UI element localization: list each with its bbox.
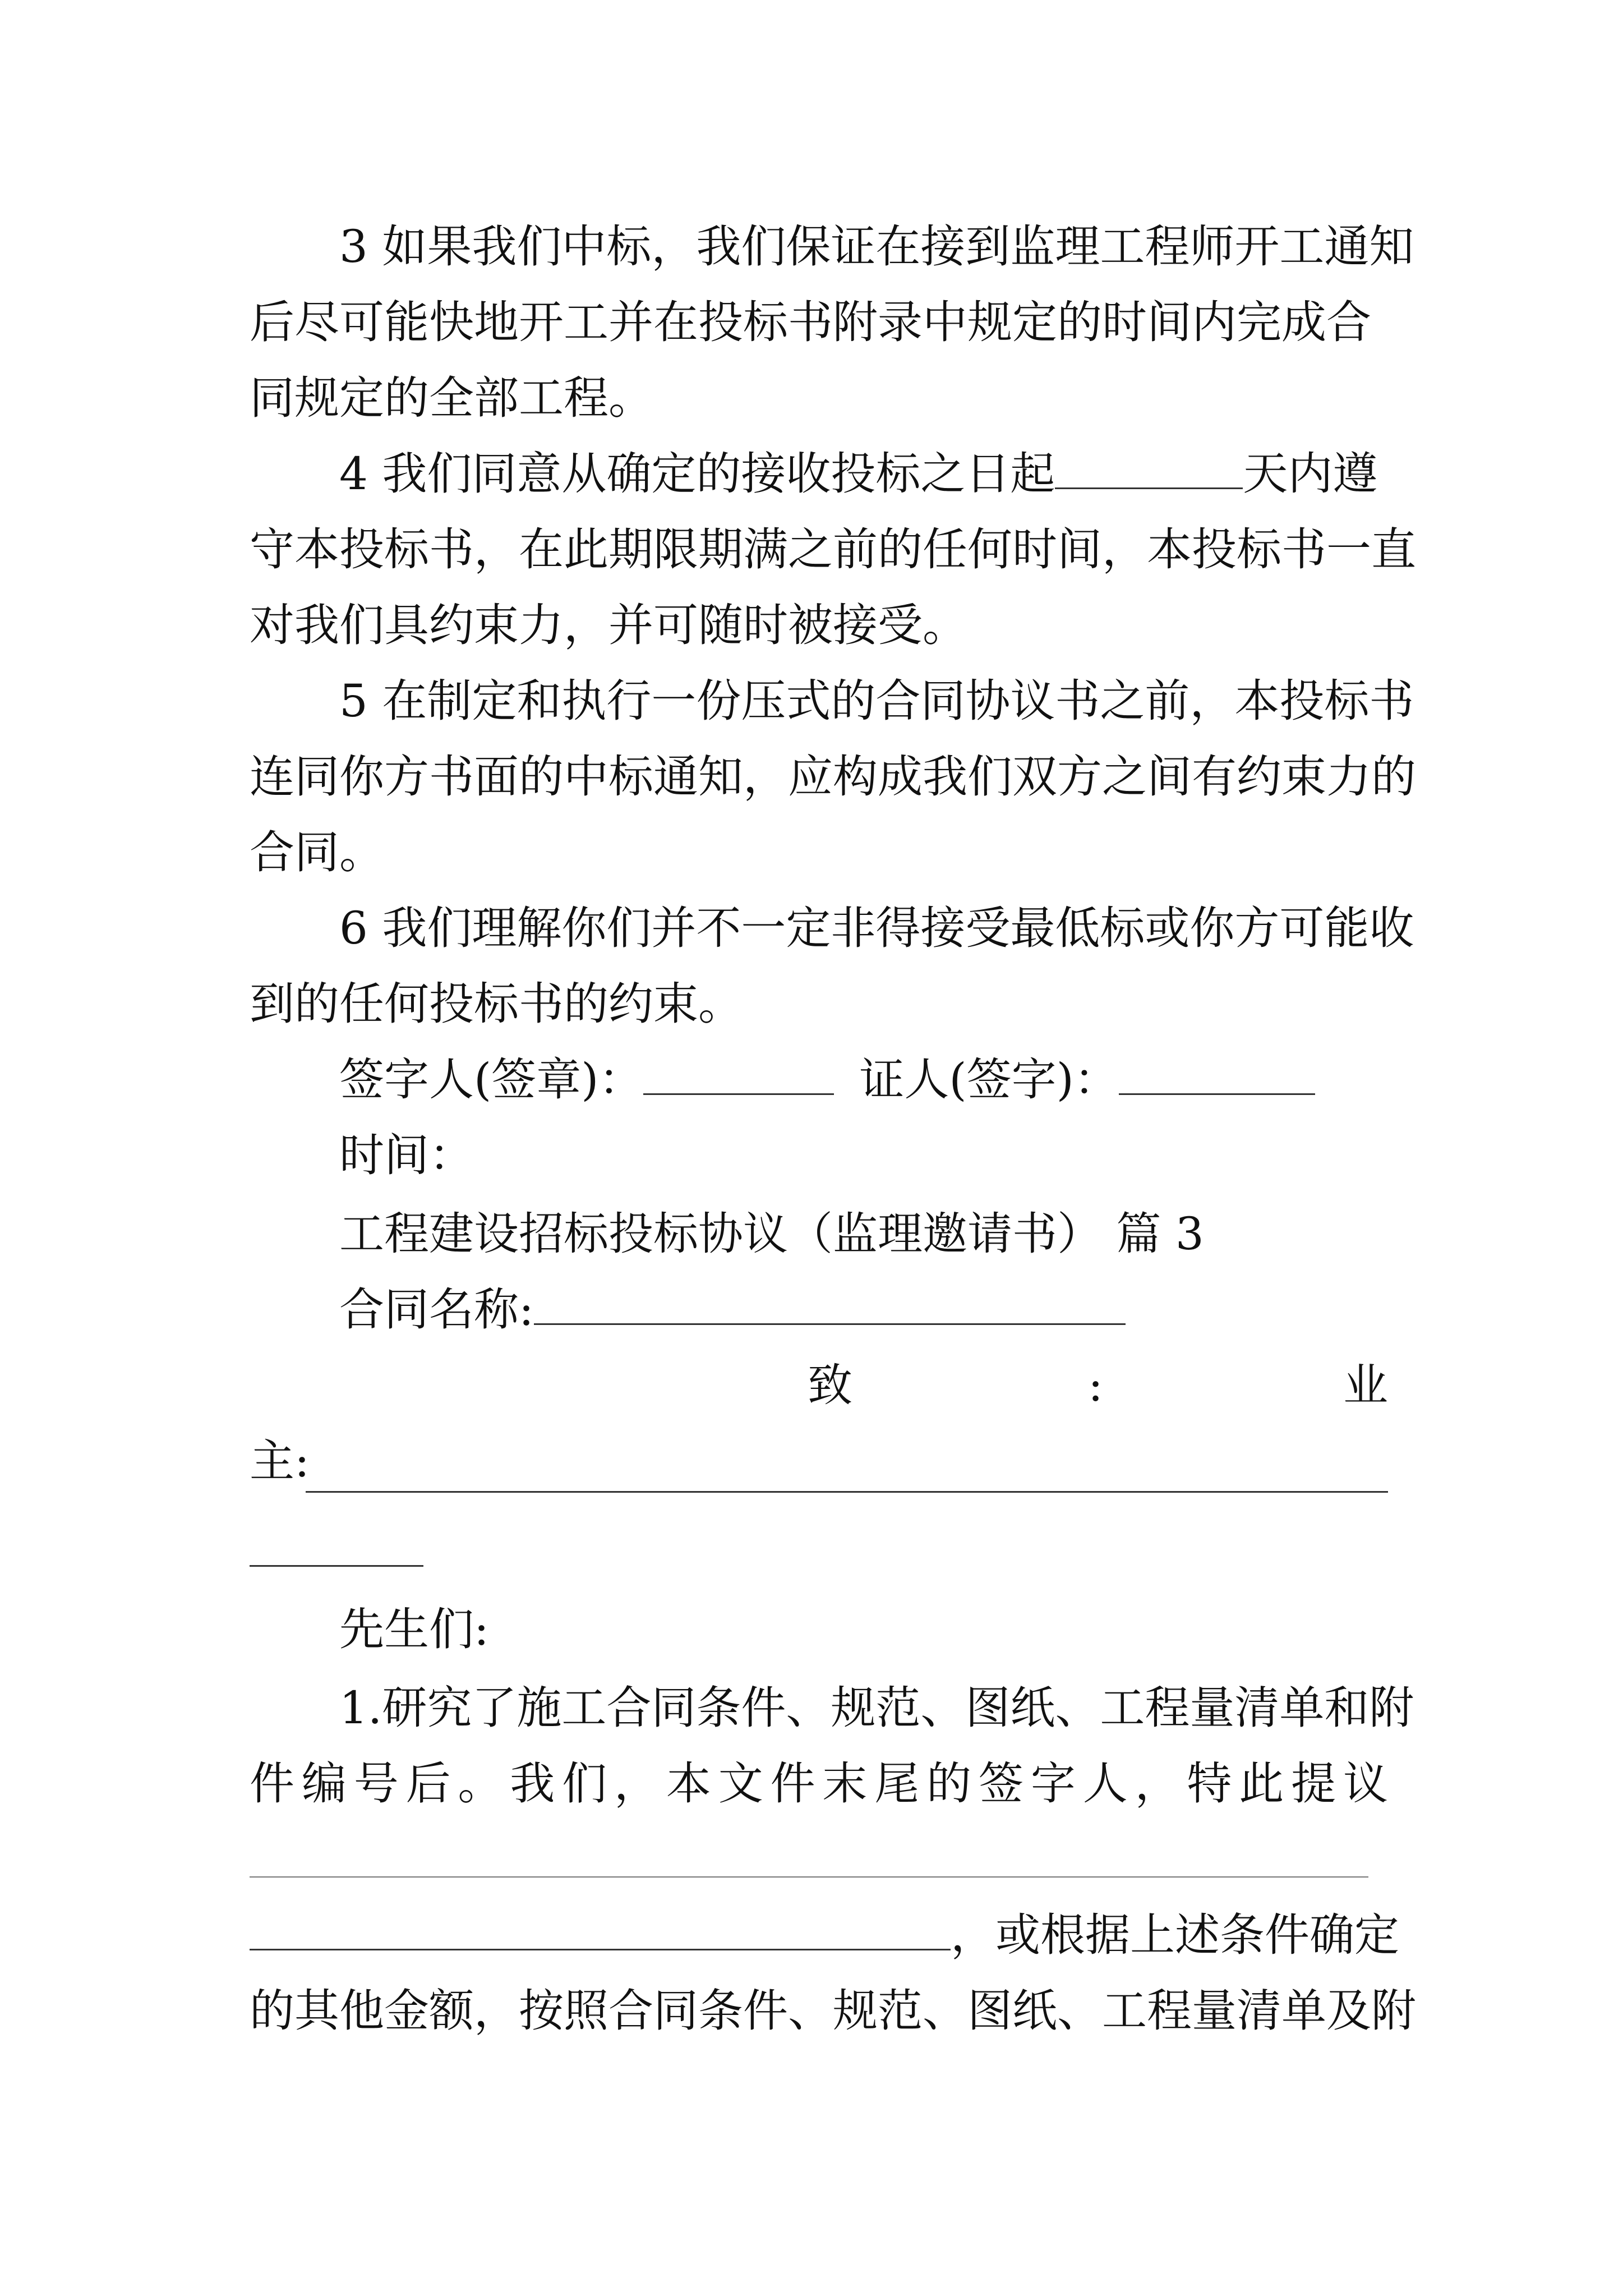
paragraph-4-line-3: 对我们具约束力，并可随时被接受。 <box>250 599 967 651</box>
owner-label: 主: <box>250 1435 310 1487</box>
salutation: 先生们: <box>339 1603 489 1655</box>
item-1-line-5: 的其他金额，按照合同条件、规范、图纸、工程量清单及附 <box>250 1985 1416 2037</box>
paragraph-3-line-1: 3 如果我们中标，我们保证在接到监理工程师开工通知 <box>339 220 1414 273</box>
paragraph-4-text-b: 天内遵 <box>1243 448 1378 500</box>
item-1-line-4 <box>250 1902 1399 1969</box>
paragraph-6-line-1: 6 我们理解你们并不一定非得接受最低标或你方可能收 <box>339 902 1414 954</box>
paragraph-5-line-2: 连同你方书面的中标通知，应构成我们双方之间有约束力的 <box>250 751 1416 803</box>
paragraph-5-line-3: 合同。 <box>250 826 384 878</box>
owner-blank-rule-continued[interactable] <box>250 1565 423 1567</box>
section-title: 工程建设招标投标协议（监理邀请书） 篇 3 <box>339 1208 1204 1260</box>
contract-name-line <box>339 1276 1388 1343</box>
witness-blank[interactable] <box>1119 1053 1315 1095</box>
owner-line <box>250 1428 1388 1495</box>
paragraph-3-line-2: 后尽可能快地开工并在投标书附录中规定的时间内完成合 <box>250 296 1371 348</box>
item-1-line-4-text: ，或根据上述条件确定 <box>951 1909 1399 1961</box>
paragraph-6-line-2: 到的任何投标书的约束。 <box>250 978 743 1030</box>
paragraph-4-line-2: 守本投标书，在此期限期满之前的任何时间，本投标书一直 <box>250 523 1416 576</box>
signature-line <box>339 1046 1388 1114</box>
time-label: 时间： <box>339 1129 474 1181</box>
paragraph-5-line-1: 5 在制定和执行一份压式的合同协议书之前，本投标书 <box>339 675 1414 727</box>
owner-blank-rule[interactable] <box>306 1491 1388 1493</box>
days-blank[interactable] <box>1055 447 1243 489</box>
item-1-line-2: 件编号后。我们，本文件末尾的签字人，特此提议 <box>250 1757 1388 1810</box>
to-colon: : <box>1088 1359 1103 1411</box>
amount-blank-rule[interactable] <box>250 1876 1368 1878</box>
contract-name-label: 合同名称: <box>339 1283 534 1336</box>
paragraph-4-line-1 <box>339 440 1388 508</box>
owner-ye: 业 <box>1343 1359 1388 1411</box>
signer-label: 签字人(签章)： <box>339 1053 644 1106</box>
contract-name-blank[interactable] <box>534 1283 1126 1325</box>
witness-label: 证人(签字)： <box>859 1053 1119 1106</box>
to-word: 致 <box>808 1359 852 1411</box>
amount-blank[interactable] <box>250 1908 951 1950</box>
signer-blank[interactable] <box>643 1053 834 1095</box>
paragraph-4-text-a: 4 我们同意从确定的接收投标之日起 <box>339 448 1055 500</box>
paragraph-3-line-3: 同规定的全部工程。 <box>250 372 653 424</box>
addressee-line <box>250 1352 1388 1419</box>
item-1-line-1: 1.研究了施工合同条件、规范、图纸、工程量清单和附 <box>339 1682 1414 1734</box>
